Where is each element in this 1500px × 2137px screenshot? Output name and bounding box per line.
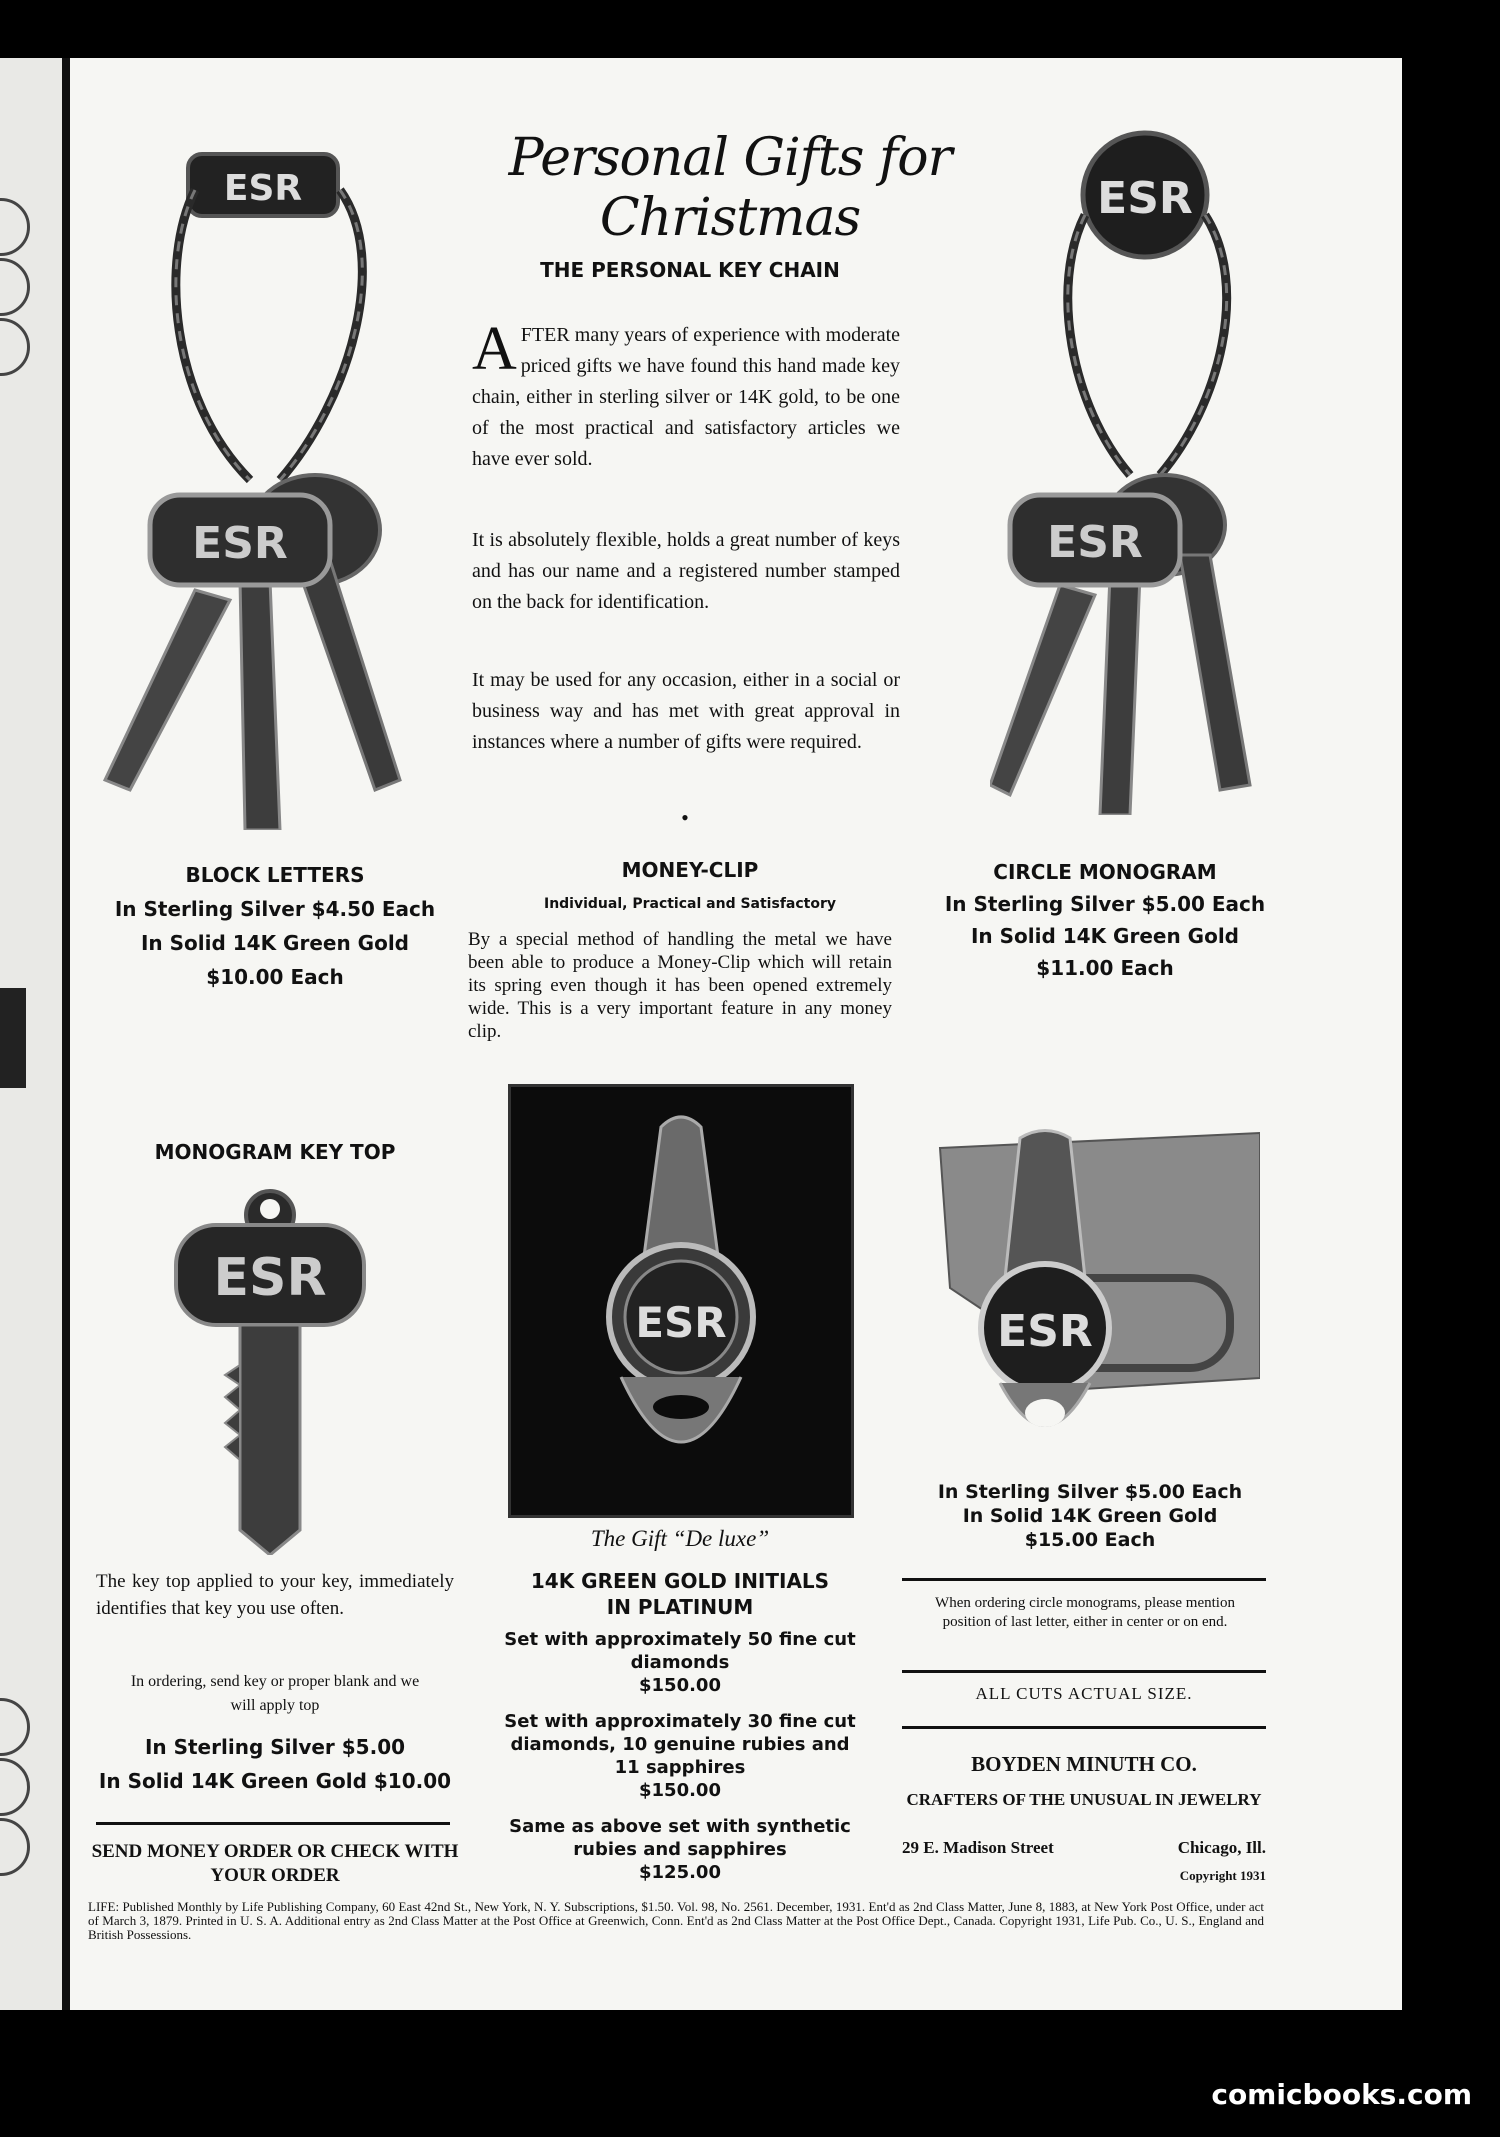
send-money-order-note: SEND MONEY ORDER OR CHECK WITH YOUR ORDER [91,1841,459,1886]
publication-footer: LIFE: Published Monthly by Life Publishing Company, 60 East 42nd St., New York, N. Y. Subscriptions, $1.50. Vol. 98, No. 2561. December, 1931. Ent'd as 2nd Class Matter, June 8, 1883, at New York Post Office, under act of March 3, 1879. Printed in U. S. A. Additional entry as 2nd Class Matter at the Post Office at Greenwich, Conn. Ent'd as 2nd Class Matter at the Post Office Dept., Canada. Copyright 1931, Life Pub. Co., U. S., England and British Possessions. [88,1899,1264,1942]
company-tagline: CRAFTERS OF THE UNUSUAL IN JEWELRY [906,1790,1262,1809]
key-top-monogram: ESR [213,1248,327,1308]
deluxe-clip-photo-frame [508,1084,854,1518]
chain-circle-monogram: ESR [1097,173,1193,224]
company-address [902,1838,1266,1858]
clip-circle-gold-label: In Solid 14K Green Gold [962,1505,1218,1527]
deluxe-option-1 [500,1628,860,1697]
money-clip-heading: MONEY-CLIP [621,858,759,882]
key-chain-heading: THE PERSONAL KEY CHAIN [540,258,840,282]
deluxe-option-3-price: $125.00 [639,1862,721,1883]
adjacent-page-edge [0,58,62,2010]
divider [902,1578,1266,1581]
decorative-ring-icon [0,318,30,376]
key-top-price-gold: In Solid 14K Green Gold $10.00 [98,1769,452,1793]
block-letters-price-gold: $10.00 Each [206,965,344,989]
deluxe-option-3-text: Same as above set with synthetic rubies and sapphires [509,1816,851,1860]
clip-circle-price-gold: $15.00 Each [1024,1529,1156,1551]
divider [902,1670,1266,1673]
divider [96,1822,450,1825]
key-chain-paragraph-3: It may be used for any occasion, either in a social or business way and has met with great approval in instances where a number of gifts were required. [472,669,900,753]
key-chain-p1-text: FTER many years of experience with moderate priced gifts we have found this hand made key chain, either in sterling silver or 14K gold, to be one of the most practical and satisfactory articles we have ever sold. [472,324,900,470]
drop-cap: A [472,315,517,383]
company-street: 29 E. Madison Street [902,1838,1054,1857]
deluxe-clip-monogram: ESR [635,1298,727,1347]
divider [902,1726,1266,1729]
decorative-ring-icon [0,1698,30,1756]
chain-tag-monogram: ESR [223,168,303,209]
page-title: Personal Gifts for Christmas [508,128,952,248]
deluxe-option-2-price: $150.00 [639,1780,721,1801]
key-top-text: The key top applied to your key, immediately identifies that key you use often. [96,1571,454,1619]
decorative-ring-icon [0,258,30,316]
page-gutter [62,58,70,2010]
clip-circle-price-silver: In Sterling Silver $5.00 Each [937,1481,1243,1503]
watermark: comicbooks.com [1211,2078,1472,2111]
block-letters-gold-label: In Solid 14K Green Gold [140,931,409,955]
decorative-ring-icon [0,198,30,256]
company-copyright: Copyright 1931 [1179,1868,1266,1883]
key-chain-paragraph-1 [472,315,900,475]
clip-circle-prices [900,1480,1280,1552]
deluxe-option-1-text: Set with approximately 50 fine cut diamonds [504,1629,856,1673]
decorative-ring-icon [0,1758,30,1816]
company-name: BOYDEN MINUTH CO. [971,1752,1197,1776]
bullet-separator: • [681,805,689,830]
clip-circle-ordering: When ordering circle monograms, please mention position of last letter, either in center or on end. [935,1595,1235,1630]
money-clip-subheading: Individual, Practical and Satisfactory [543,896,836,912]
circle-money-clip-photo [920,1128,1260,1468]
adjacent-page-shape [0,988,26,1088]
circle-monogram-info [930,856,1280,984]
circle-monogram-gold-label: In Solid 14K Green Gold [970,924,1239,948]
decorative-ring-icon [0,1818,30,1876]
deluxe-option-3 [500,1815,860,1884]
monogram-key-top-photo [170,1185,370,1555]
key-monogram: ESR [1047,517,1143,568]
all-cuts-note: ALL CUTS ACTUAL SIZE. [975,1684,1193,1703]
deluxe-option-2 [500,1710,860,1802]
circle-monogram-heading: CIRCLE MONOGRAM [993,860,1217,884]
clip-circle-monogram: ESR [997,1306,1093,1357]
key-top-prices [96,1730,454,1798]
block-letters-price-silver: In Sterling Silver $4.50 Each [114,897,436,921]
circle-monogram-price-gold: $11.00 Each [1036,956,1174,980]
circle-monogram-price-silver: In Sterling Silver $5.00 Each [944,892,1266,916]
deluxe-option-2-text: Set with approximately 30 fine cut diamonds, 10 genuine rubies and 11 sapphires [504,1711,856,1778]
block-letters-info [100,858,450,994]
deluxe-caption: The Gift “De luxe” [590,1526,770,1551]
company-city: Chicago, Ill. [1177,1838,1266,1857]
circle-monogram-key-chain-photo [990,125,1310,815]
key-chain-paragraph-2: It is absolutely flexible, holds a great number of keys and has our name and a registered number stamped on the back for identification. [472,529,900,613]
key-top-ordering: In ordering, send key or proper blank and we will apply top [130,1673,420,1714]
key-top-price-silver: In Sterling Silver $5.00 [144,1735,406,1759]
block-letters-heading: BLOCK LETTERS [185,863,365,887]
block-letters-key-chain-photo [100,140,420,830]
key-monogram: ESR [192,518,288,569]
deluxe-option-1-price: $150.00 [639,1675,721,1696]
key-top-heading: MONOGRAM KEY TOP [154,1140,396,1164]
deluxe-material: 14K GREEN GOLD INITIALS IN PLATINUM [530,1569,830,1619]
deluxe-money-clip-photo [511,1087,851,1515]
money-clip-text: By a special method of handling the metal we have been able to produce a Money-Clip which will retain its spring even though it has been opened extremely wide. This is a very important feature in any money clip. [468,929,892,1042]
